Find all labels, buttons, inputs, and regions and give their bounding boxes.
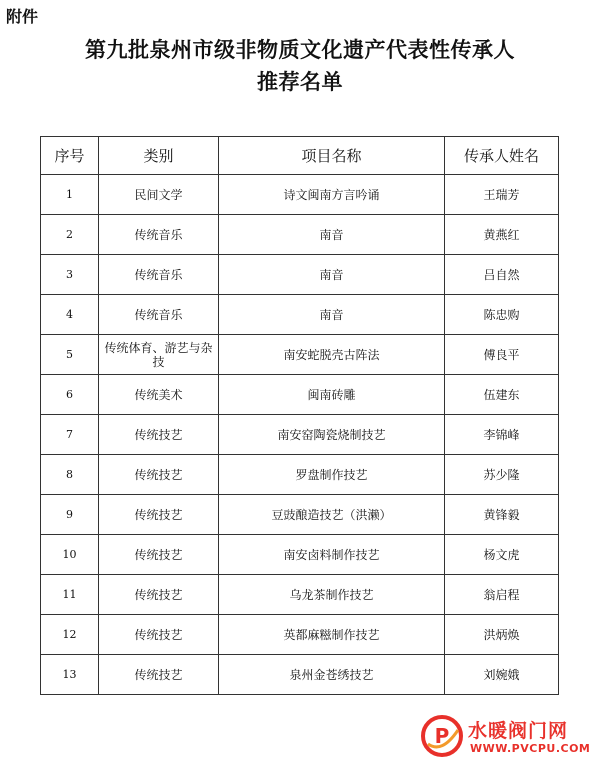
cell-project: 南音 <box>219 215 445 255</box>
attachment-label: 附件 <box>6 7 39 26</box>
table-header-row <box>41 137 559 175</box>
cell-number: 13 <box>41 655 99 695</box>
cell-category: 传统技艺 <box>99 415 219 455</box>
svg-text:P: P <box>434 724 450 748</box>
table-row <box>41 455 559 495</box>
table-row <box>41 215 559 255</box>
table-row <box>41 655 559 695</box>
cell-project: 泉州金苍绣技艺 <box>219 655 445 695</box>
cell-number: 1 <box>41 175 99 215</box>
table-row <box>41 255 559 295</box>
cell-inheritor-name: 黄锋毅 <box>445 495 559 535</box>
cell-project: 南安窑陶瓷烧制技艺 <box>219 415 445 455</box>
watermark-site-name: 水暖阀门网 <box>468 720 569 742</box>
pv-logo-icon <box>420 714 464 758</box>
cell-project: 南安蛇脱壳古阵法 <box>219 335 445 375</box>
table-row <box>41 535 559 575</box>
cell-category: 传统音乐 <box>99 295 219 335</box>
cell-number: 5 <box>41 335 99 375</box>
table-row <box>41 575 559 615</box>
cell-number: 8 <box>41 455 99 495</box>
table-row <box>41 415 559 455</box>
cell-number: 10 <box>41 535 99 575</box>
cell-inheritor-name: 黄燕红 <box>445 215 559 255</box>
cell-inheritor-name: 傅良平 <box>445 335 559 375</box>
cell-category: 传统技艺 <box>99 535 219 575</box>
cell-inheritor-name: 陈忠购 <box>445 295 559 335</box>
table-body <box>41 175 559 695</box>
column-header-inheritor: 传承人姓名 <box>445 137 559 175</box>
cell-category: 传统体育、游艺与杂技 <box>99 335 219 375</box>
cell-number: 9 <box>41 495 99 535</box>
table-row <box>41 335 559 375</box>
cell-category: 传统技艺 <box>99 575 219 615</box>
cell-number: 2 <box>41 215 99 255</box>
cell-category: 传统技艺 <box>99 495 219 535</box>
cell-inheritor-name: 洪炳焕 <box>445 615 559 655</box>
cell-inheritor-name: 吕自然 <box>445 255 559 295</box>
column-header-category: 类别 <box>99 137 219 175</box>
cell-project: 诗文闽南方言吟诵 <box>219 175 445 215</box>
cell-inheritor-name: 杨文虎 <box>445 535 559 575</box>
cell-project: 罗盘制作技艺 <box>219 455 445 495</box>
cell-project: 英都麻糍制作技艺 <box>219 615 445 655</box>
cell-inheritor-name: 李锦峰 <box>445 415 559 455</box>
table-row <box>41 495 559 535</box>
cell-inheritor-name: 刘婉娥 <box>445 655 559 695</box>
cell-number: 3 <box>41 255 99 295</box>
cell-number: 11 <box>41 575 99 615</box>
cell-project: 闽南砖雕 <box>219 375 445 415</box>
cell-number: 7 <box>41 415 99 455</box>
cell-project: 豆豉酿造技艺（洪濑） <box>219 495 445 535</box>
cell-category: 传统技艺 <box>99 455 219 495</box>
cell-inheritor-name: 伍建东 <box>445 375 559 415</box>
site-watermark <box>420 714 590 758</box>
cell-project: 乌龙茶制作技艺 <box>219 575 445 615</box>
cell-category: 传统音乐 <box>99 215 219 255</box>
table-row <box>41 175 559 215</box>
cell-number: 6 <box>41 375 99 415</box>
column-header-number: 序号 <box>41 137 99 175</box>
cell-project: 南音 <box>219 255 445 295</box>
cell-category: 传统美术 <box>99 375 219 415</box>
cell-inheritor-name: 王瑞芳 <box>445 175 559 215</box>
cell-category: 传统音乐 <box>99 255 219 295</box>
watermark-url: WWW.PVCPU.COM <box>470 742 591 755</box>
cell-number: 4 <box>41 295 99 335</box>
table-row <box>41 295 559 335</box>
document-title: 第九批泉州市级非物质文化遗产代表性传承人 <box>85 37 515 62</box>
cell-inheritor-name: 苏少隆 <box>445 455 559 495</box>
cell-category: 传统技艺 <box>99 615 219 655</box>
document-subtitle: 推荐名单 <box>257 69 343 94</box>
cell-project: 南音 <box>219 295 445 335</box>
cell-category: 传统技艺 <box>99 655 219 695</box>
column-header-project: 项目名称 <box>219 137 445 175</box>
table-row <box>41 615 559 655</box>
cell-inheritor-name: 翁启程 <box>445 575 559 615</box>
inheritor-table <box>40 136 559 695</box>
cell-project: 南安卤料制作技艺 <box>219 535 445 575</box>
table-row <box>41 375 559 415</box>
cell-number: 12 <box>41 615 99 655</box>
cell-category: 民间文学 <box>99 175 219 215</box>
